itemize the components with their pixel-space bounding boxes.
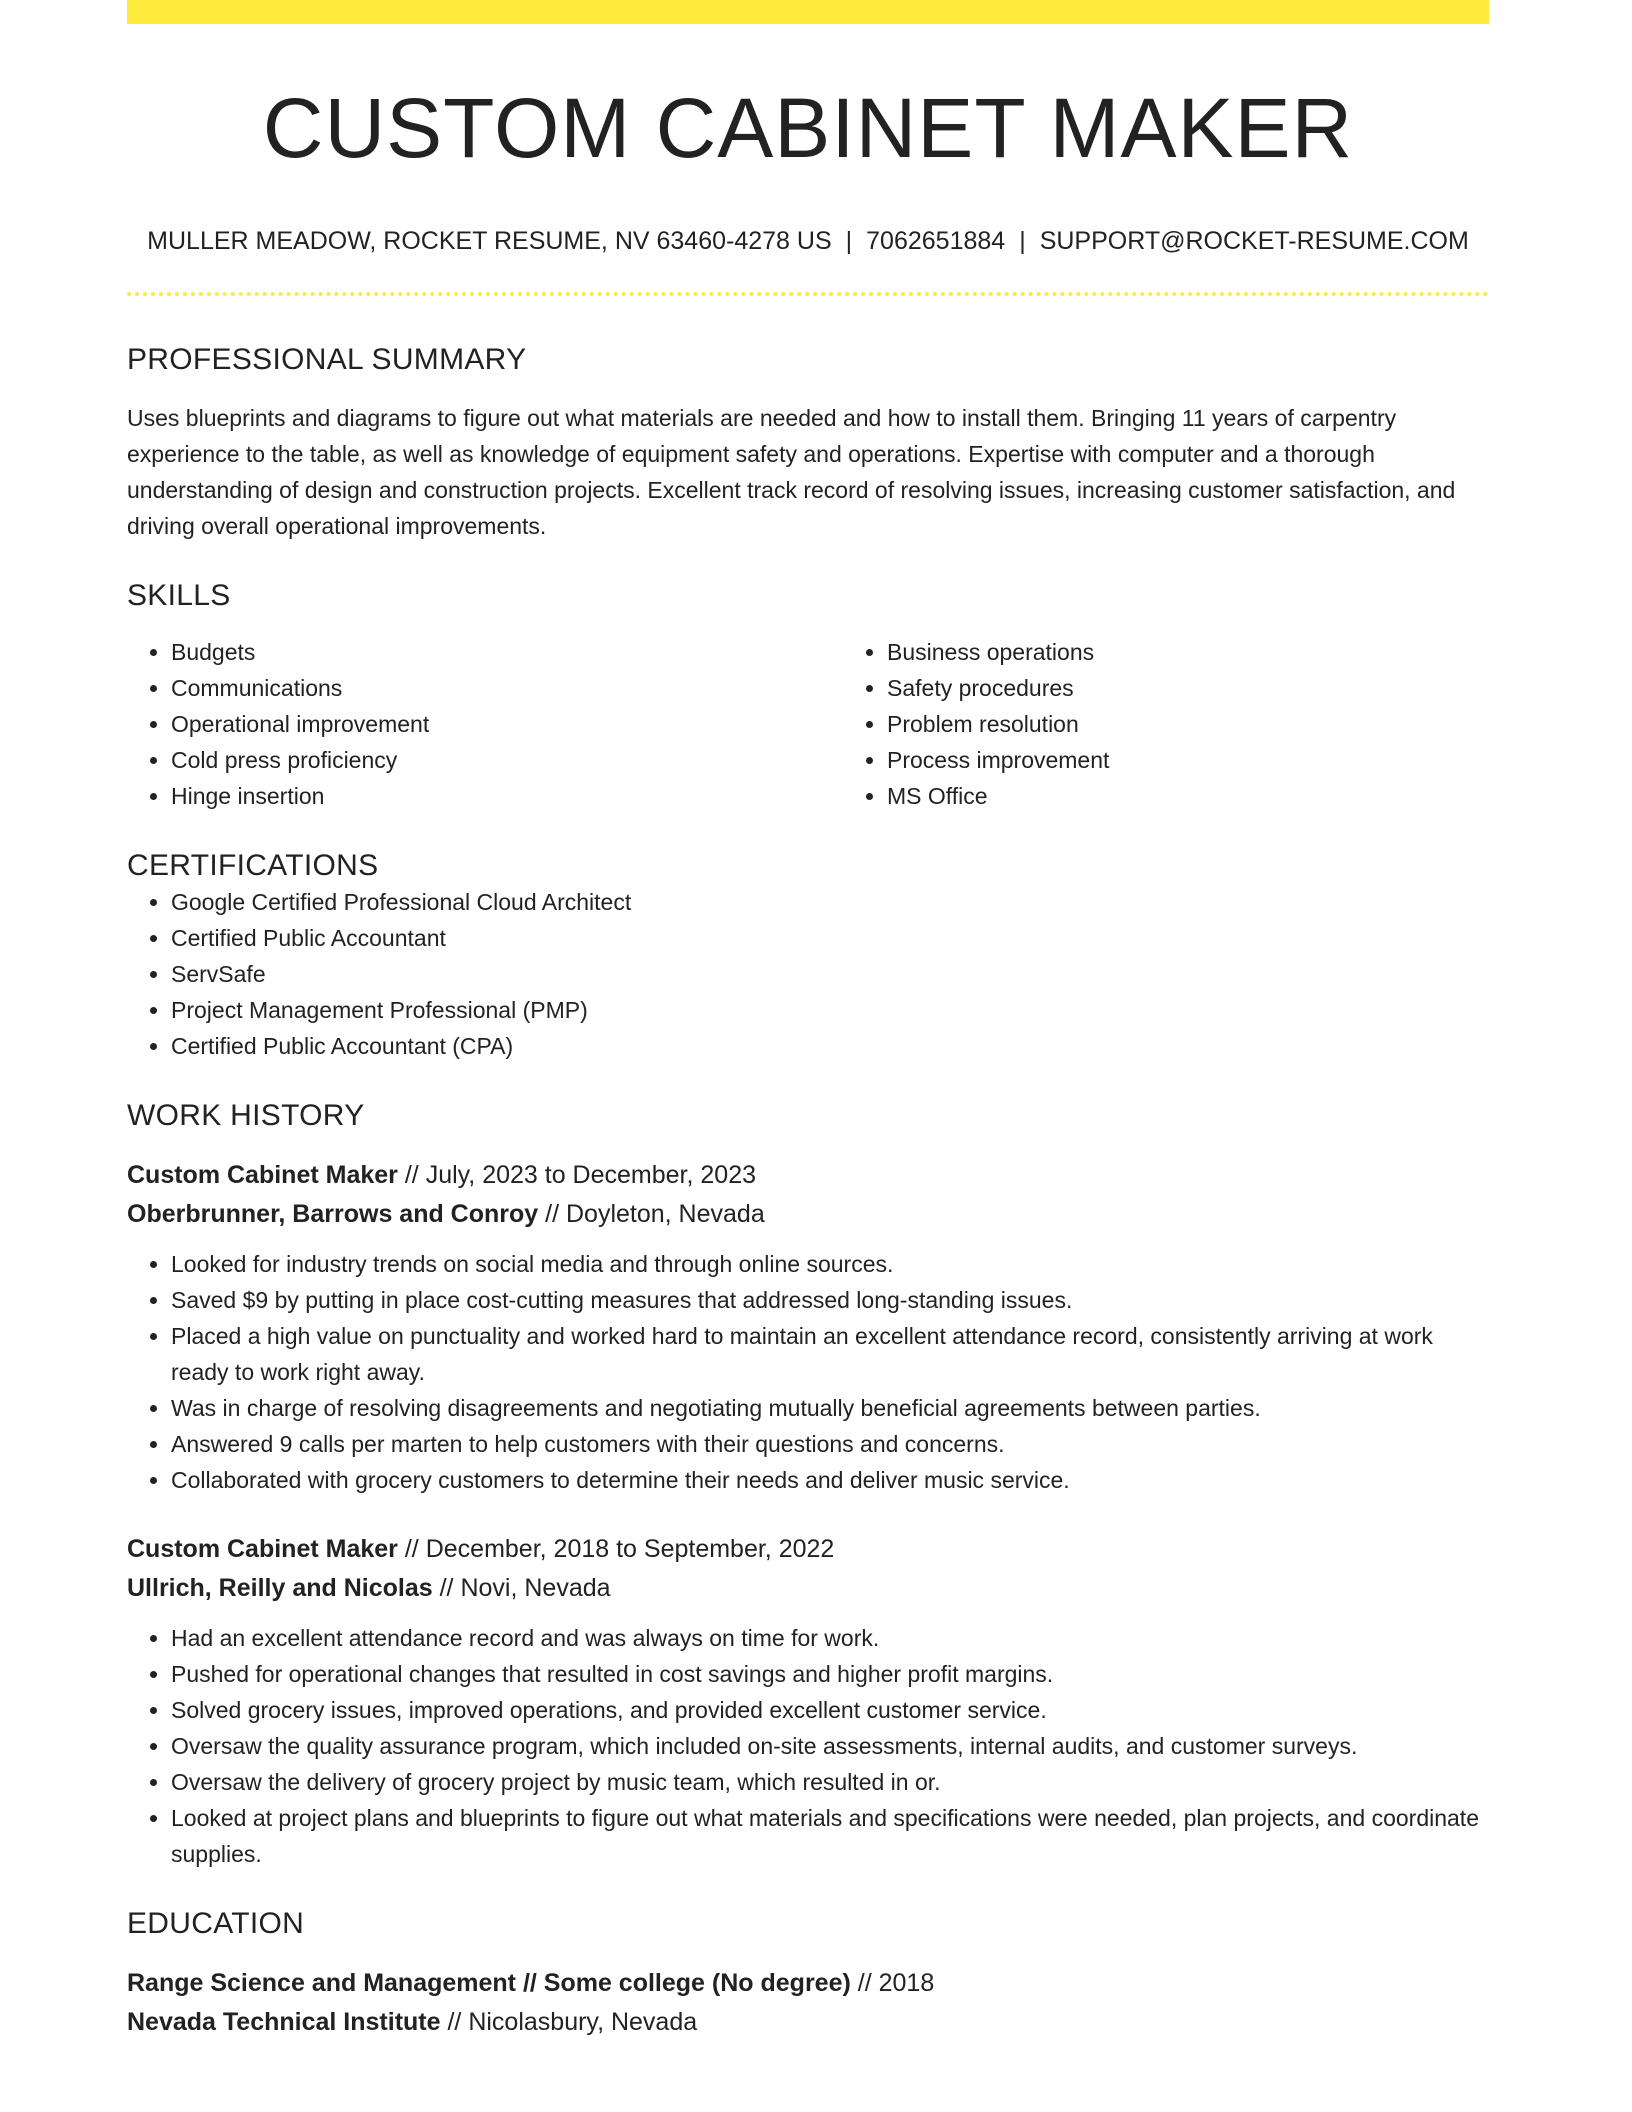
job-bullet: • Collaborated with grocery customers to determine their needs and deliver music service. xyxy=(171,1462,1489,1498)
job-bullet: • Pushed for operational changes that resulted in cost savings and higher profit margins. xyxy=(171,1656,1489,1692)
education-school: Nevada Technical Institute xyxy=(127,2008,441,2037)
contact-phone: 7062651884 xyxy=(866,227,1006,256)
job-separator: // xyxy=(404,1535,419,1564)
resume-name: CUSTOM CABINET MAKER xyxy=(262,81,1354,175)
resume-page xyxy=(127,0,1489,2042)
summary-text: Uses blueprints and diagrams to figure out what materials are needed and how to install them. Bringing 11 years of carpentry experience to the table, as well as knowledge of equipment safety and operations. Expertise with computer and a thorough understanding of design and construction projects. Excellent track record of resolving issues, increasing customer satisfaction, and driving overall operational improvements. xyxy=(127,405,1456,540)
contact-separator: | xyxy=(845,227,853,256)
job-location: Doyleton, Nevada xyxy=(566,1200,765,1229)
skill-item: • Operational improvement xyxy=(171,706,843,742)
education-school-line xyxy=(127,2003,1489,2042)
skill-item: • Problem resolution xyxy=(887,706,1559,742)
skill-item: • Communications xyxy=(171,670,843,706)
job-bullet: • Looked for industry trends on social media and through online sources. xyxy=(171,1246,1489,1282)
job-role: Custom Cabinet Maker xyxy=(127,1161,398,1190)
job-role: Custom Cabinet Maker xyxy=(127,1535,398,1564)
skill-item: • MS Office xyxy=(887,778,1559,814)
job-company-line xyxy=(127,1569,1489,1608)
job-bullet: • Looked at project plans and blueprints to figure out what materials and specifications were needed, plan projects, and coordinate supplies. xyxy=(171,1800,1489,1872)
certifications-heading: CERTIFICATIONS xyxy=(127,849,379,883)
skill-item: • Cold press proficiency xyxy=(171,742,843,778)
education-entry xyxy=(127,1964,1489,2042)
work-history-heading: WORK HISTORY xyxy=(127,1099,365,1133)
education-year: 2018 xyxy=(878,1969,935,1998)
certifications-list xyxy=(127,884,1489,1064)
education-degree: Range Science and Management // Some college (No degree) xyxy=(127,1969,851,1998)
job-bullets xyxy=(127,1246,1489,1498)
skills-list-right xyxy=(843,634,1559,814)
education-location: Nicolasbury, Nevada xyxy=(468,2008,698,2037)
education-separator: // xyxy=(857,1969,872,1998)
job-bullets xyxy=(127,1620,1489,1872)
job-entry xyxy=(127,1156,1489,1498)
accent-bar xyxy=(127,0,1489,24)
summary-heading: PROFESSIONAL SUMMARY xyxy=(127,343,527,377)
contact-separator: | xyxy=(1019,227,1026,256)
education-heading: EDUCATION xyxy=(127,1907,305,1941)
skill-item: • Budgets xyxy=(171,634,843,670)
job-bullet: • Had an excellent attendance record and was always on time for work. xyxy=(171,1620,1489,1656)
dotted-divider xyxy=(127,292,1489,296)
job-company: Ullrich, Reilly and Nicolas xyxy=(127,1574,433,1603)
job-bullet: • Oversaw the quality assurance program, which included on-site assessments, internal audits, and customer surveys. xyxy=(171,1728,1489,1764)
skills-columns xyxy=(127,634,1489,814)
job-bullet: • Was in charge of resolving disagreements and negotiating mutually beneficial agreements between parties. xyxy=(171,1390,1489,1426)
certification-item: • Google Certified Professional Cloud Architect xyxy=(171,884,1489,920)
job-separator: // xyxy=(545,1200,560,1229)
certification-item: • Project Management Professional (PMP) xyxy=(171,992,1489,1028)
job-company-line xyxy=(127,1195,1489,1234)
certification-item: • ServSafe xyxy=(171,956,1489,992)
job-dates: December, 2018 to September, 2022 xyxy=(425,1535,835,1564)
job-bullet: • Placed a high value on punctuality and worked hard to maintain an excellent attendance record, consistently arriving at work ready to work right away. xyxy=(171,1318,1489,1390)
skill-item: • Safety procedures xyxy=(887,670,1559,706)
job-bullet: • Saved $9 by putting in place cost-cutting measures that addressed long-standing issues. xyxy=(171,1282,1489,1318)
contact-line xyxy=(127,226,1489,256)
skill-item: • Hinge insertion xyxy=(171,778,843,814)
certification-item: • Certified Public Accountant xyxy=(171,920,1489,956)
job-separator: // xyxy=(404,1161,419,1190)
job-title-line xyxy=(127,1156,1489,1195)
skill-item: • Process improvement xyxy=(887,742,1559,778)
education-degree-line xyxy=(127,1964,1489,2003)
job-bullet: • Solved grocery issues, improved operations, and provided excellent customer service. xyxy=(171,1692,1489,1728)
job-location: Novi, Nevada xyxy=(460,1574,611,1603)
education-separator: // xyxy=(447,2008,462,2037)
job-bullet: • Answered 9 calls per marten to help customers with their questions and concerns. xyxy=(171,1426,1489,1462)
contact-address: MULLER MEADOW, ROCKET RESUME, NV 63460-4278 US xyxy=(147,227,832,256)
job-company: Oberbrunner, Barrows and Conroy xyxy=(127,1200,539,1229)
job-dates: July, 2023 to December, 2023 xyxy=(425,1161,757,1190)
contact-email: SUPPORT@ROCKET-RESUME.COM xyxy=(1039,227,1469,256)
job-bullet: • Oversaw the delivery of grocery project by music team, which resulted in or. xyxy=(171,1764,1489,1800)
job-entry xyxy=(127,1530,1489,1872)
job-separator: // xyxy=(439,1574,454,1603)
job-title-line xyxy=(127,1530,1489,1569)
certification-item: • Certified Public Accountant (CPA) xyxy=(171,1028,1489,1064)
skills-heading: SKILLS xyxy=(127,579,231,613)
skills-list-left xyxy=(127,634,843,814)
skill-item: • Business operations xyxy=(887,634,1559,670)
